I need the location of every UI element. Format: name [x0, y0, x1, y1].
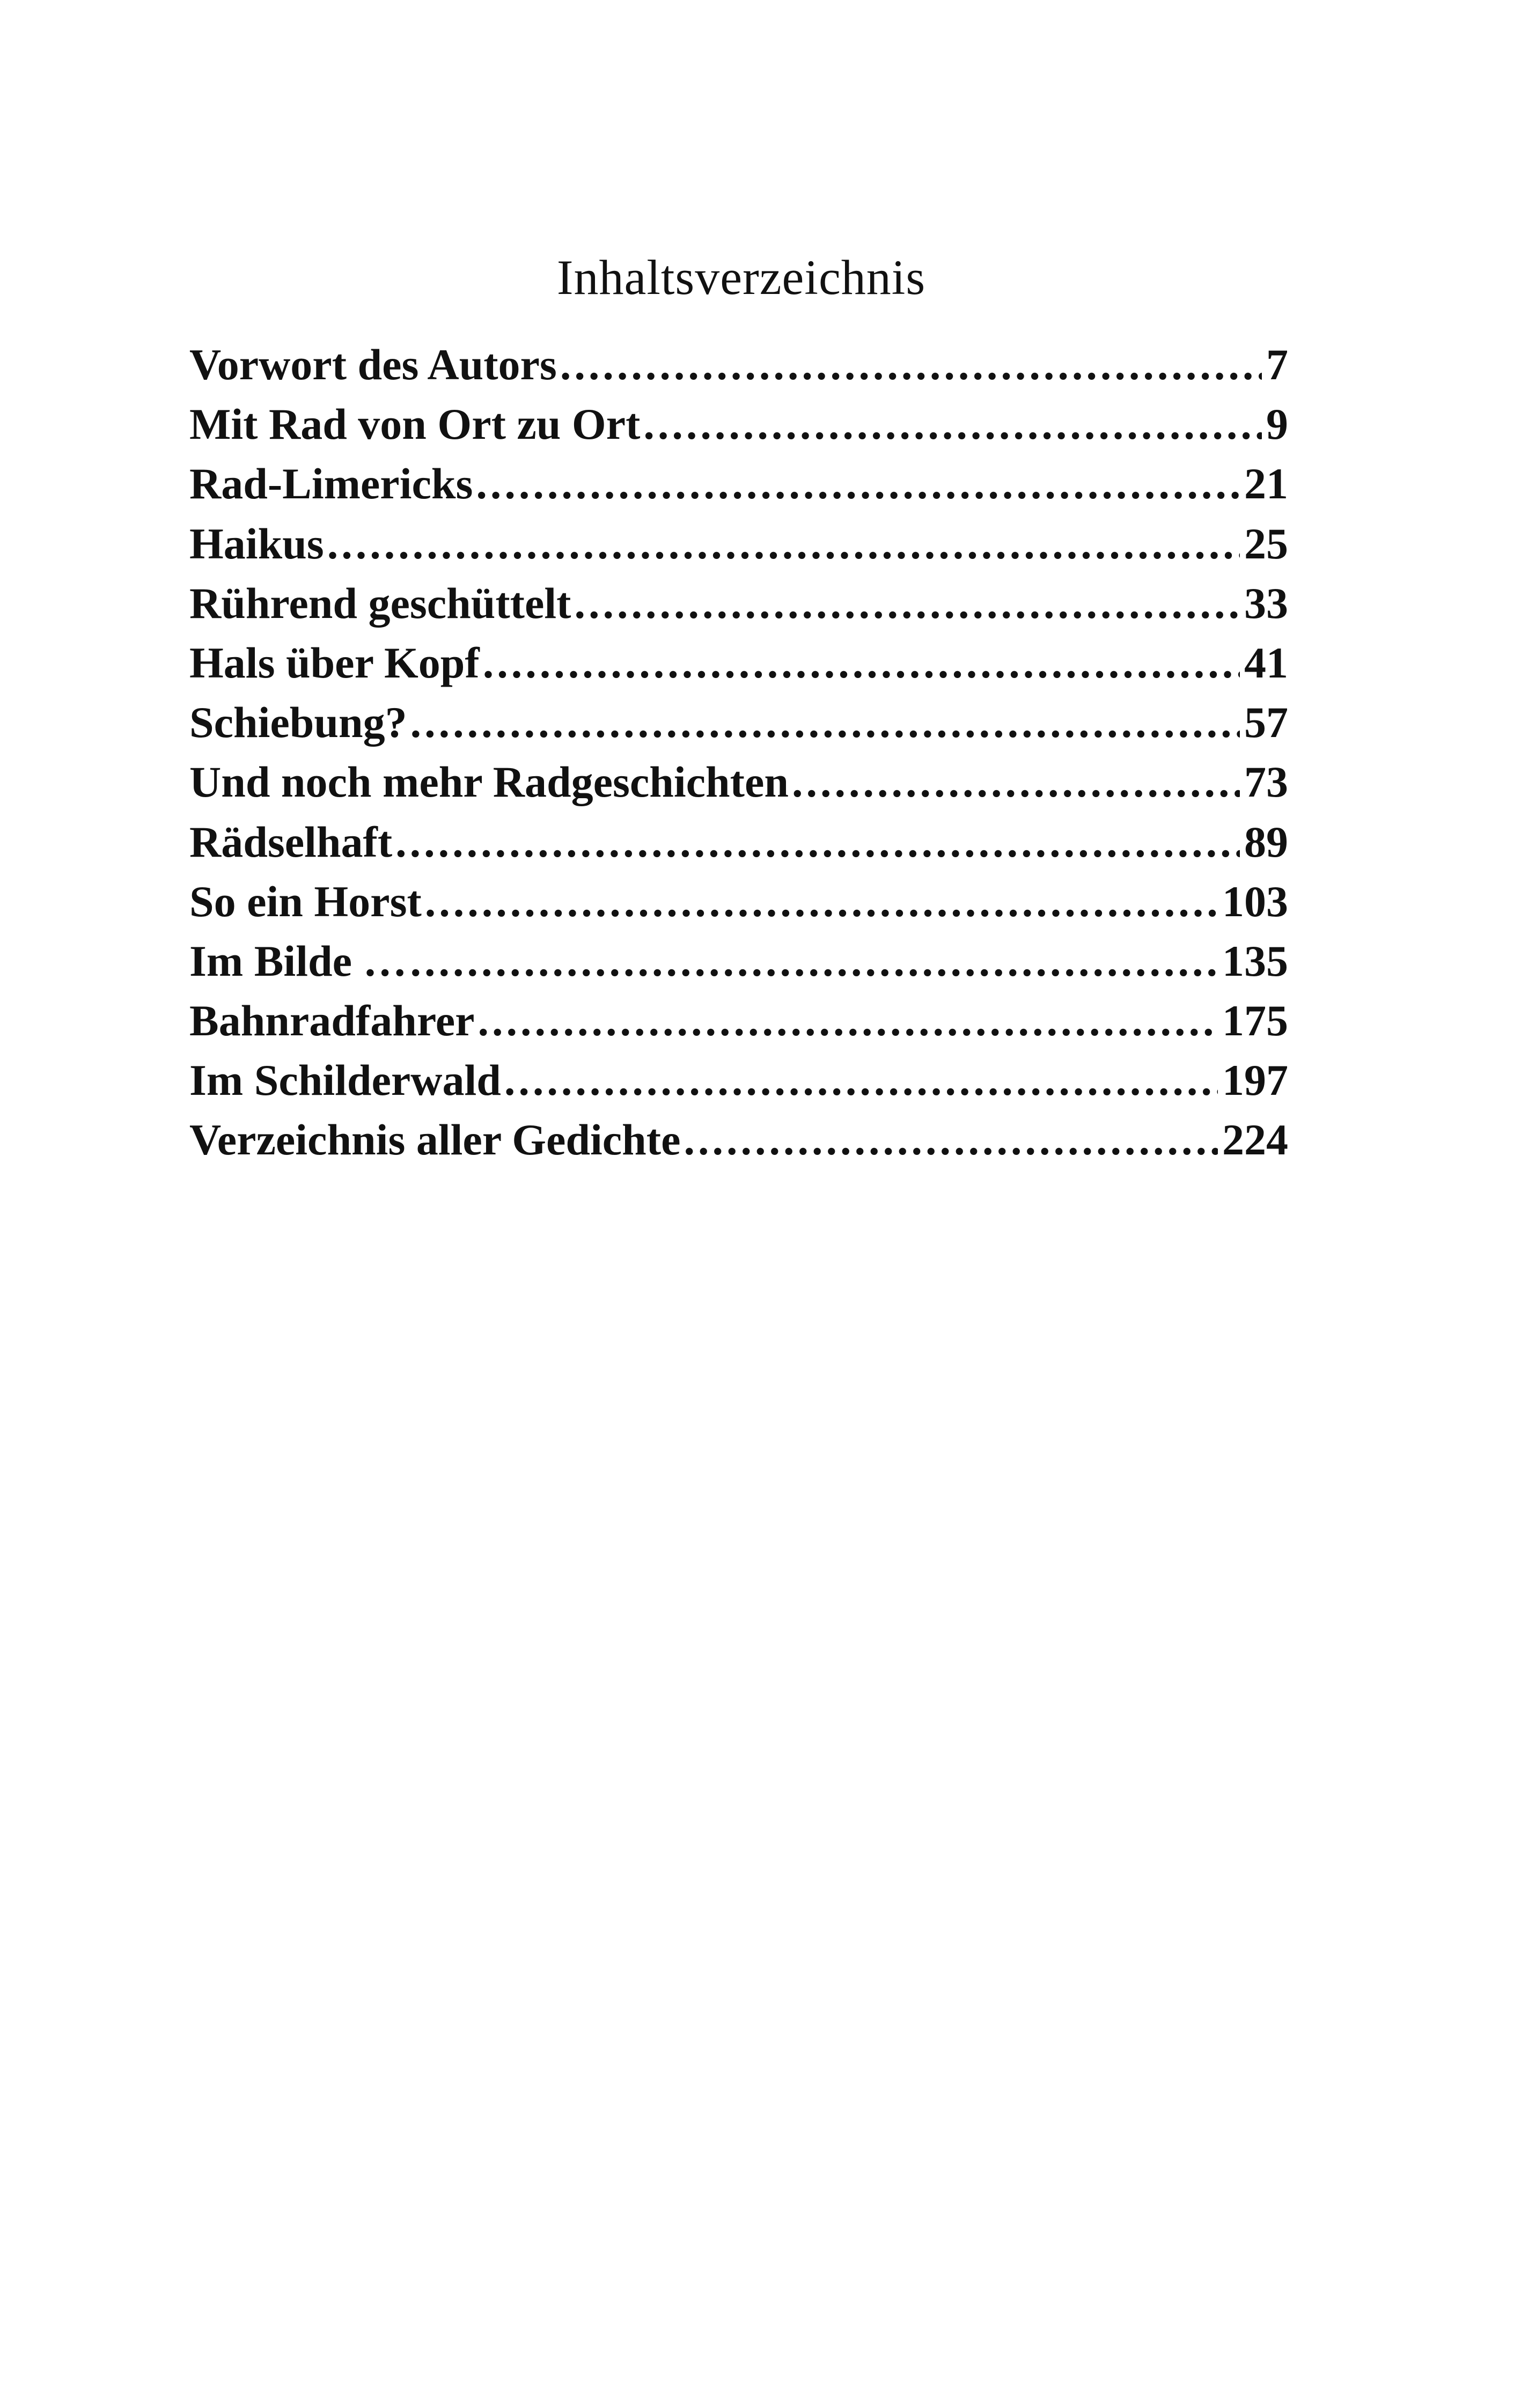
toc-entry-page: 7 — [1266, 340, 1288, 389]
toc-entry-title: Schiebung? — [189, 698, 407, 747]
toc-entry-title: Im Bilde … — [189, 936, 407, 985]
toc-entry — [189, 752, 1288, 812]
toc-entry — [189, 1050, 1288, 1110]
dot-leader — [574, 573, 1240, 633]
dot-leader — [395, 812, 1240, 872]
toc-entry — [189, 454, 1288, 513]
dot-leader — [792, 752, 1240, 812]
dot-leader — [504, 1050, 1218, 1110]
toc-entry-title: Rad-Limericks — [189, 459, 473, 509]
toc-entry-title: Vorwort des Autors — [189, 340, 557, 389]
toc-entry-page: 57 — [1244, 698, 1288, 747]
toc-entry-page: 175 — [1222, 996, 1288, 1045]
toc-entry-page: 135 — [1222, 936, 1288, 985]
toc-entry — [189, 633, 1288, 693]
dot-leader — [643, 394, 1262, 454]
dot-leader — [684, 1110, 1218, 1169]
dot-leader — [560, 335, 1262, 394]
dot-leader — [410, 931, 1218, 991]
toc-entry — [189, 335, 1288, 394]
dot-leader — [478, 991, 1218, 1050]
toc-entry — [189, 514, 1288, 573]
toc-entry-title: Im Schilderwald — [189, 1056, 501, 1105]
dot-leader — [476, 454, 1240, 513]
toc-entry — [189, 991, 1288, 1050]
toc-entry-page: 197 — [1222, 1056, 1288, 1105]
toc-entry-title: Rührend geschüttelt — [189, 578, 571, 628]
toc-entry-title: Bahnradfahrer — [189, 996, 475, 1045]
toc-entry-page: 89 — [1244, 817, 1288, 866]
toc-entry-title: Rädselhaft — [189, 817, 393, 866]
toc-entry — [189, 573, 1288, 633]
toc-entry-page: 73 — [1244, 757, 1288, 807]
table-of-contents — [189, 335, 1288, 1170]
toc-entry-page: 103 — [1222, 877, 1288, 926]
toc-entry-page: 224 — [1222, 1115, 1288, 1165]
toc-entry-page: 33 — [1244, 578, 1288, 628]
toc-entry-page: 21 — [1244, 459, 1288, 509]
toc-entry-page: 41 — [1244, 638, 1288, 687]
dot-leader — [483, 633, 1240, 693]
toc-entry — [189, 812, 1288, 872]
toc-entry-title: Hals über Kopf — [189, 638, 480, 687]
toc-entry-page: 25 — [1244, 519, 1288, 568]
toc-entry-title: Haikus — [189, 519, 324, 568]
toc-entry — [189, 931, 1288, 991]
toc-entry-title: Verzeichnis aller Gedichte — [189, 1115, 681, 1165]
page-title: Inhaltsverzeichnis — [556, 249, 926, 305]
toc-entry-page: 9 — [1266, 400, 1288, 449]
toc-entry-title: So ein Horst — [189, 877, 422, 926]
dot-leader — [410, 693, 1240, 752]
dot-leader — [327, 514, 1240, 573]
toc-entry — [189, 693, 1288, 752]
dot-leader — [425, 872, 1218, 931]
toc-entry — [189, 394, 1288, 454]
toc-entry-title: Und noch mehr Radgeschichten — [189, 757, 789, 807]
toc-entry — [189, 872, 1288, 931]
toc-entry — [189, 1110, 1288, 1169]
toc-entry-title: Mit Rad von Ort zu Ort — [189, 400, 641, 449]
